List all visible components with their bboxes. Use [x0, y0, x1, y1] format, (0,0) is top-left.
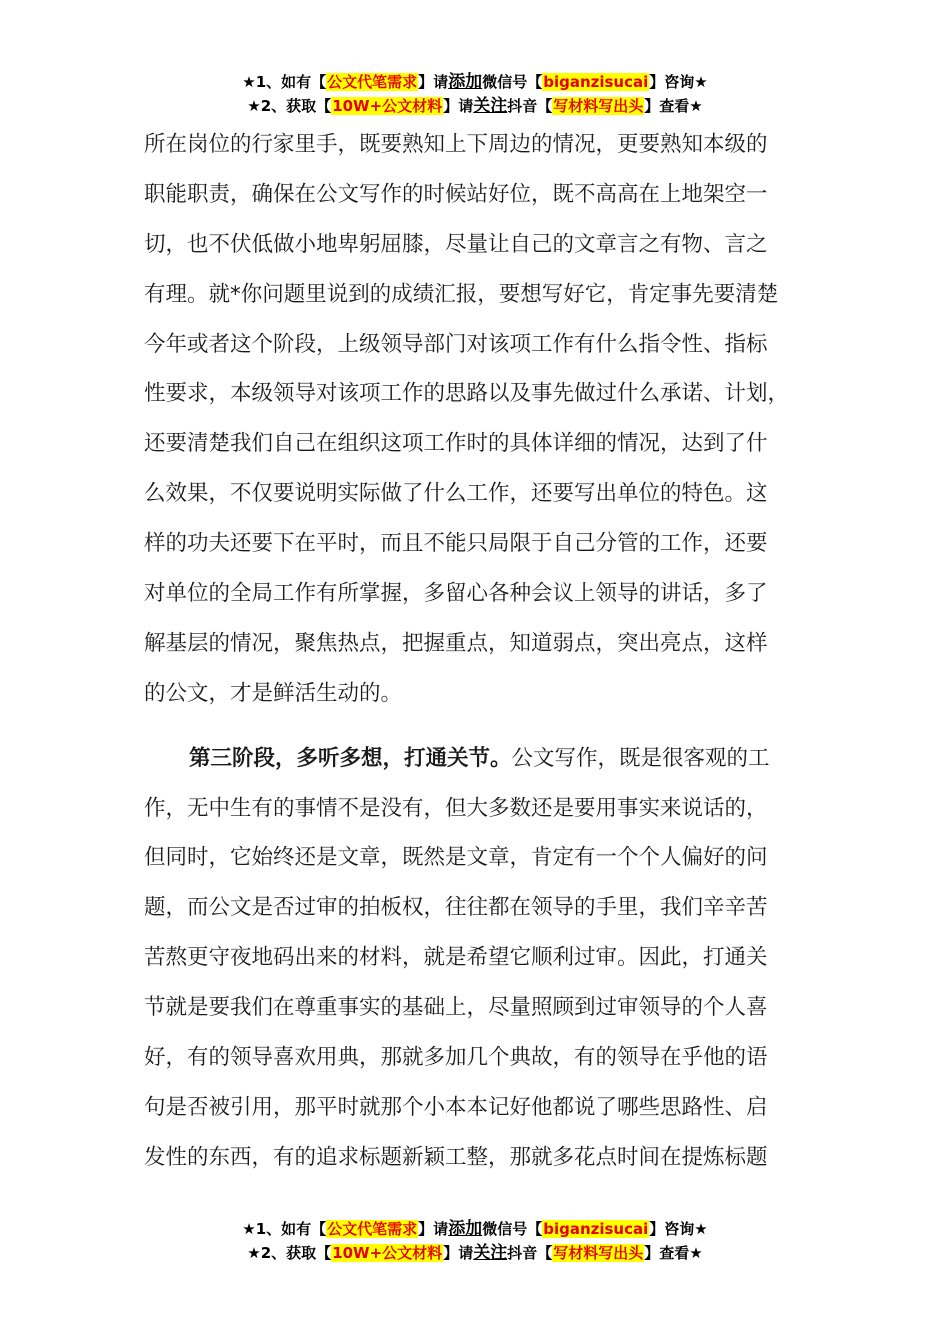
footer-banner: [0, 1217, 950, 1265]
text-line: 样的功夫还要下在平时，而且不能只局限于自己分管的工作，还要: [144, 531, 768, 557]
banner-text: 抖音【: [507, 1244, 553, 1262]
text-line: 职能职责，确保在公文写作的时候站好位，既不高高在上地架空一: [144, 181, 768, 207]
text-line: 发性的东西，有的追求标题新颖工整，那就多花点时间在提炼标题: [144, 1144, 768, 1170]
text-line: 还要清楚我们自己在组织这项工作时的具体详细的情况，达到了什: [144, 431, 768, 457]
banner-text: 】查看★: [644, 1244, 703, 1262]
banner-line-1: [0, 1217, 950, 1241]
banner-text: 抖音【: [507, 97, 553, 115]
underlined-add: 添加: [448, 72, 483, 92]
text-line: 节就是要我们在尊重事实的基础上，尽量照顾到过审领导的个人喜: [144, 995, 768, 1021]
highlight-materials: 10W+公文材料: [332, 1244, 443, 1262]
paragraph-2: [144, 734, 812, 1183]
banner-text: ★1、如有【: [242, 1220, 327, 1238]
underlined-follow: 关注: [473, 96, 508, 116]
banner-text: 】请: [443, 97, 474, 115]
text-line: 有理。就*你问题里说到的成绩汇报，要想写好它，肯定事先要清楚: [144, 281, 779, 307]
highlight-douyin-account: 写材料写出头: [553, 97, 644, 115]
banner-text: 】请: [418, 1220, 449, 1238]
highlight-wechat-id: biganzisucai: [543, 1220, 649, 1238]
highlight-wechat-id: biganzisucai: [543, 73, 649, 91]
text-run: 公文写作，既是很客观的工: [511, 745, 770, 771]
banner-text: 】请: [418, 73, 449, 91]
text-line: 好，有的领导喜欢用典，那就多加几个典故，有的领导在乎他的语: [144, 1045, 768, 1071]
highlight-douyin-account: 写材料写出头: [553, 1244, 644, 1262]
highlight-service: 公文代笔需求: [327, 73, 418, 91]
text-line: 苦熬更守夜地码出来的材料，就是希望它顺利过审。因此，打通关: [144, 945, 768, 971]
text-line: 对单位的全局工作有所掌握，多留心各种会议上领导的讲话，多了: [144, 581, 768, 607]
banner-text: 微信号【: [482, 1220, 543, 1238]
banner-text: ★2、获取【: [247, 97, 332, 115]
banner-text: 】请: [443, 1244, 474, 1262]
paragraph-1: [144, 120, 812, 719]
text-line: 但同时，它始终还是文章，既然是文章，肯定有一个个人偏好的问: [144, 845, 768, 871]
text-line: 今年或者这个阶段，上级领导部门对该项工作有什么指令性、指标: [144, 331, 768, 357]
document-body: [144, 120, 812, 1183]
banner-line-2: [0, 94, 950, 118]
header-banner: [0, 70, 950, 118]
banner-text: 微信号【: [482, 73, 543, 91]
underlined-follow: 关注: [473, 1243, 508, 1263]
text-line: 的公文，才是鲜活生动的。: [144, 680, 403, 706]
highlight-service: 公文代笔需求: [327, 1220, 418, 1238]
underlined-add: 添加: [448, 1219, 483, 1239]
text-line: 题，而公文是否过审的拍板权，往往都在领导的手里，我们辛辛苦: [144, 895, 768, 921]
text-line: 作，无中生有的事情不是没有，但大多数还是要用事实来说话的，: [144, 795, 768, 821]
banner-text: ★1、如有【: [242, 73, 327, 91]
banner-text: 】查看★: [644, 97, 703, 115]
banner-line-1: [0, 70, 950, 94]
text-line-first: [144, 734, 812, 784]
highlight-materials: 10W+公文材料: [332, 97, 443, 115]
text-line: 性要求，本级领导对该项工作的思路以及事先做过什么承诺、计划，: [144, 381, 790, 407]
banner-text: 】咨询★: [649, 73, 708, 91]
banner-line-2: [0, 1241, 950, 1265]
text-line: 切，也不伏低做小地卑躬屈膝，尽量让自己的文章言之有物、言之: [144, 231, 768, 257]
banner-text: 】咨询★: [649, 1220, 708, 1238]
text-line: 么效果，不仅要说明实际做了什么工作，还要写出单位的特色。这: [144, 481, 768, 507]
text-line: 所在岗位的行家里手，既要熟知上下周边的情况，更要熟知本级的: [144, 132, 768, 157]
banner-text: ★2、获取【: [247, 1244, 332, 1262]
text-line: 解基层的情况，聚焦热点，把握重点，知道弱点，突出亮点，这样: [144, 630, 768, 656]
section-heading: 第三阶段，多听多想，打通关节。: [189, 745, 512, 771]
text-line: 句是否被引用，那平时就那个小本本记好他都说了哪些思路性、启: [144, 1094, 768, 1120]
